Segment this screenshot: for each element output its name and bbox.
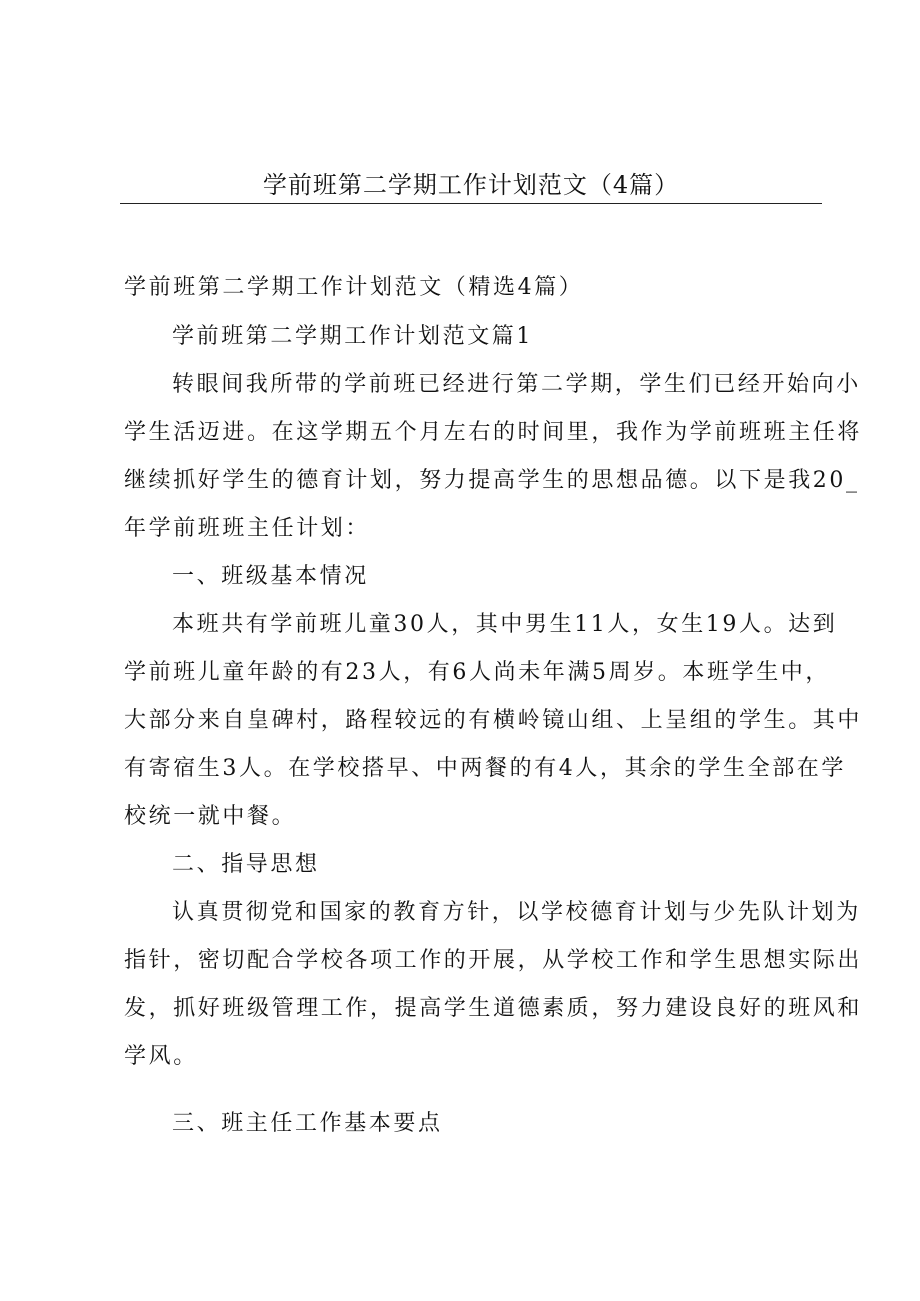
paragraph-2-line-4: 学风。 [124, 1044, 198, 1069]
paragraph-1-line-1: 本班共有学前班儿童30人，其中男生11人，女生19人。达到 [172, 612, 838, 637]
paragraph-1-line-5: 校统一就中餐。 [124, 804, 297, 829]
title-underline [120, 203, 822, 204]
paragraph-1-line-4: 有寄宿生3人。在学校搭早、中两餐的有4人，其余的学生全部在学 [124, 756, 846, 781]
paragraph-2-line-3: 发，抓好班级管理工作，提高学生道德素质，努力建设良好的班风和 [124, 996, 863, 1021]
section-heading: 学前班第二学期工作计划范文篇1 [172, 324, 533, 349]
paragraph-2-line-2: 指针，密切配合学校各项工作的开展，从学校工作和学生思想实际出 [124, 948, 863, 973]
paragraph-1-line-3: 大部分来自皇碑村，路程较远的有横岭镜山组、上呈组的学生。其中 [124, 708, 863, 733]
heading-key-points: 三、班主任工作基本要点 [172, 1111, 443, 1136]
heading-basic-situation: 一、班级基本情况 [172, 564, 369, 589]
paragraph-2-line-1: 认真贯彻党和国家的教育方针，以学校德育计划与少先队计划为 [172, 900, 861, 925]
document-title: 学前班第二学期工作计划范文（4篇） [262, 171, 680, 199]
intro-line-1: 转眼间我所带的学前班已经进行第二学期，学生们已经开始向小 [172, 372, 861, 397]
intro-line-2: 学生活迈进。在这学期五个月左右的时间里，我作为学前班班主任将 [124, 420, 863, 445]
intro-line-4: 年学前班班主任计划： [124, 516, 371, 541]
document-subtitle: 学前班第二学期工作计划范文（精选4篇） [124, 275, 584, 300]
paragraph-1-line-2: 学前班儿童年龄的有23人，有6人尚未年满5周岁。本班学生中， [124, 660, 830, 685]
heading-guiding-thought: 二、指导思想 [172, 852, 320, 877]
intro-line-3: 继续抓好学生的德育计划，努力提高学生的思想品德。以下是我20_ [124, 468, 860, 493]
